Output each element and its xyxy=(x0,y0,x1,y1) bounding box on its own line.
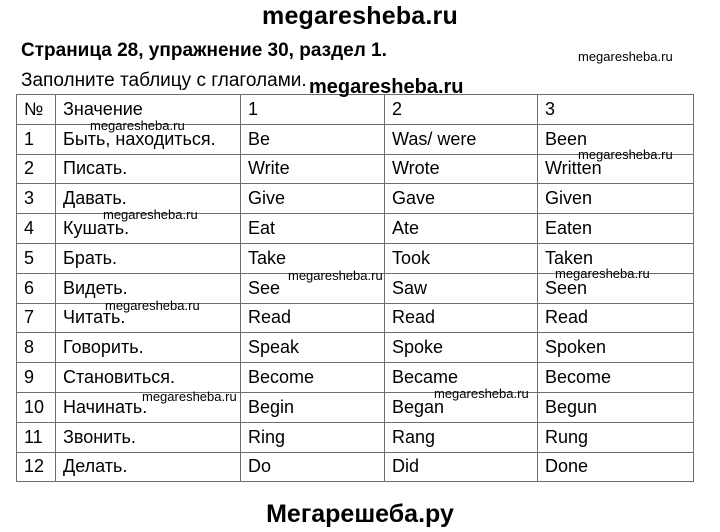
form-3-cell: Read xyxy=(538,303,694,333)
table-row xyxy=(17,392,694,422)
form-1-cell: See xyxy=(241,273,385,303)
form-3-cell: Rung xyxy=(538,422,694,452)
watermark: megaresheba.ru xyxy=(142,389,237,404)
form-3-cell: Begun xyxy=(538,392,694,422)
meaning-cell: Брать. xyxy=(56,243,241,273)
form-1-cell: Become xyxy=(241,363,385,393)
meaning-cell: Говорить. xyxy=(56,333,241,363)
page-heading: Страница 28, упражнение 30, раздел 1. xyxy=(21,40,387,61)
watermark: megaresheba.ru xyxy=(105,298,200,313)
table-row xyxy=(17,363,694,393)
form-2-cell: Became xyxy=(385,363,538,393)
form-3-cell: Given xyxy=(538,184,694,214)
form-3-cell: Done xyxy=(538,452,694,482)
form-1-cell: Take xyxy=(241,243,385,273)
form-2-cell: Ate xyxy=(385,214,538,244)
form-1-cell: Eat xyxy=(241,214,385,244)
row-number: 3 xyxy=(17,184,56,214)
table-row xyxy=(17,422,694,452)
form-3-cell: Spoken xyxy=(538,333,694,363)
table-row xyxy=(17,333,694,363)
form-2-cell: Read xyxy=(385,303,538,333)
row-number: 8 xyxy=(17,333,56,363)
form-1-cell: Ring xyxy=(241,422,385,452)
row-number: 7 xyxy=(17,303,56,333)
meaning-cell: Звонить. xyxy=(56,422,241,452)
form-1-cell: Be xyxy=(241,124,385,154)
watermark: megaresheba.ru xyxy=(578,147,673,162)
table-row xyxy=(17,452,694,482)
form-3-cell: Eaten xyxy=(538,214,694,244)
form-1-cell: Give xyxy=(241,184,385,214)
form-2-cell: Wrote xyxy=(385,154,538,184)
form-2-cell: Was/ were xyxy=(385,124,538,154)
watermark: megaresheba.ru xyxy=(103,207,198,222)
form-2-cell: Began xyxy=(385,392,538,422)
row-number: 4 xyxy=(17,214,56,244)
form-2-cell: Took xyxy=(385,243,538,273)
header-number: № xyxy=(17,95,56,125)
form-2-cell: Spoke xyxy=(385,333,538,363)
row-number: 5 xyxy=(17,243,56,273)
form-1-cell: Speak xyxy=(241,333,385,363)
row-number: 2 xyxy=(17,154,56,184)
meaning-cell: Начинать. xyxy=(56,392,241,422)
row-number: 6 xyxy=(17,273,56,303)
form-2-cell: Did xyxy=(385,452,538,482)
meaning-cell: Быть, находиться. xyxy=(56,124,241,154)
form-1-cell: Write xyxy=(241,154,385,184)
form-2-cell: Rang xyxy=(385,422,538,452)
meaning-cell: Давать. xyxy=(56,184,241,214)
watermark: megaresheba.ru xyxy=(555,266,650,281)
meaning-cell: Писать. xyxy=(56,154,241,184)
footer-title: Мегарешеба.ру xyxy=(266,500,454,528)
form-3-cell: Been xyxy=(538,124,694,154)
header-meaning: Значение xyxy=(56,95,241,125)
row-number: 10 xyxy=(17,392,56,422)
row-number: 1 xyxy=(17,124,56,154)
form-1-cell: Read xyxy=(241,303,385,333)
watermark: megaresheba.ru xyxy=(434,386,529,401)
header-form-3: 3 xyxy=(538,95,694,125)
row-number: 9 xyxy=(17,363,56,393)
watermark: megaresheba.ru xyxy=(90,118,185,133)
row-number: 11 xyxy=(17,422,56,452)
watermark: megaresheba.ru xyxy=(309,76,464,98)
form-2-cell: Gave xyxy=(385,184,538,214)
site-title: megaresheba.ru xyxy=(262,2,458,30)
watermark: megaresheba.ru xyxy=(578,49,673,64)
form-3-cell: Taken xyxy=(538,243,694,273)
header-form-1: 1 xyxy=(241,95,385,125)
form-1-cell: Begin xyxy=(241,392,385,422)
form-1-cell: Do xyxy=(241,452,385,482)
watermark: megaresheba.ru xyxy=(288,268,383,283)
meaning-cell: Читать. xyxy=(56,303,241,333)
form-3-cell: Seen xyxy=(538,273,694,303)
form-3-cell: Written xyxy=(538,154,694,184)
meaning-cell: Видеть. xyxy=(56,273,241,303)
instruction-text: Заполните таблицу с глаголами. xyxy=(21,70,307,91)
form-3-cell: Become xyxy=(538,363,694,393)
row-number: 12 xyxy=(17,452,56,482)
header-form-2: 2 xyxy=(385,95,538,125)
meaning-cell: Делать. xyxy=(56,452,241,482)
meaning-cell: Кушать. xyxy=(56,214,241,244)
form-2-cell: Saw xyxy=(385,273,538,303)
meaning-cell: Становиться. xyxy=(56,363,241,393)
